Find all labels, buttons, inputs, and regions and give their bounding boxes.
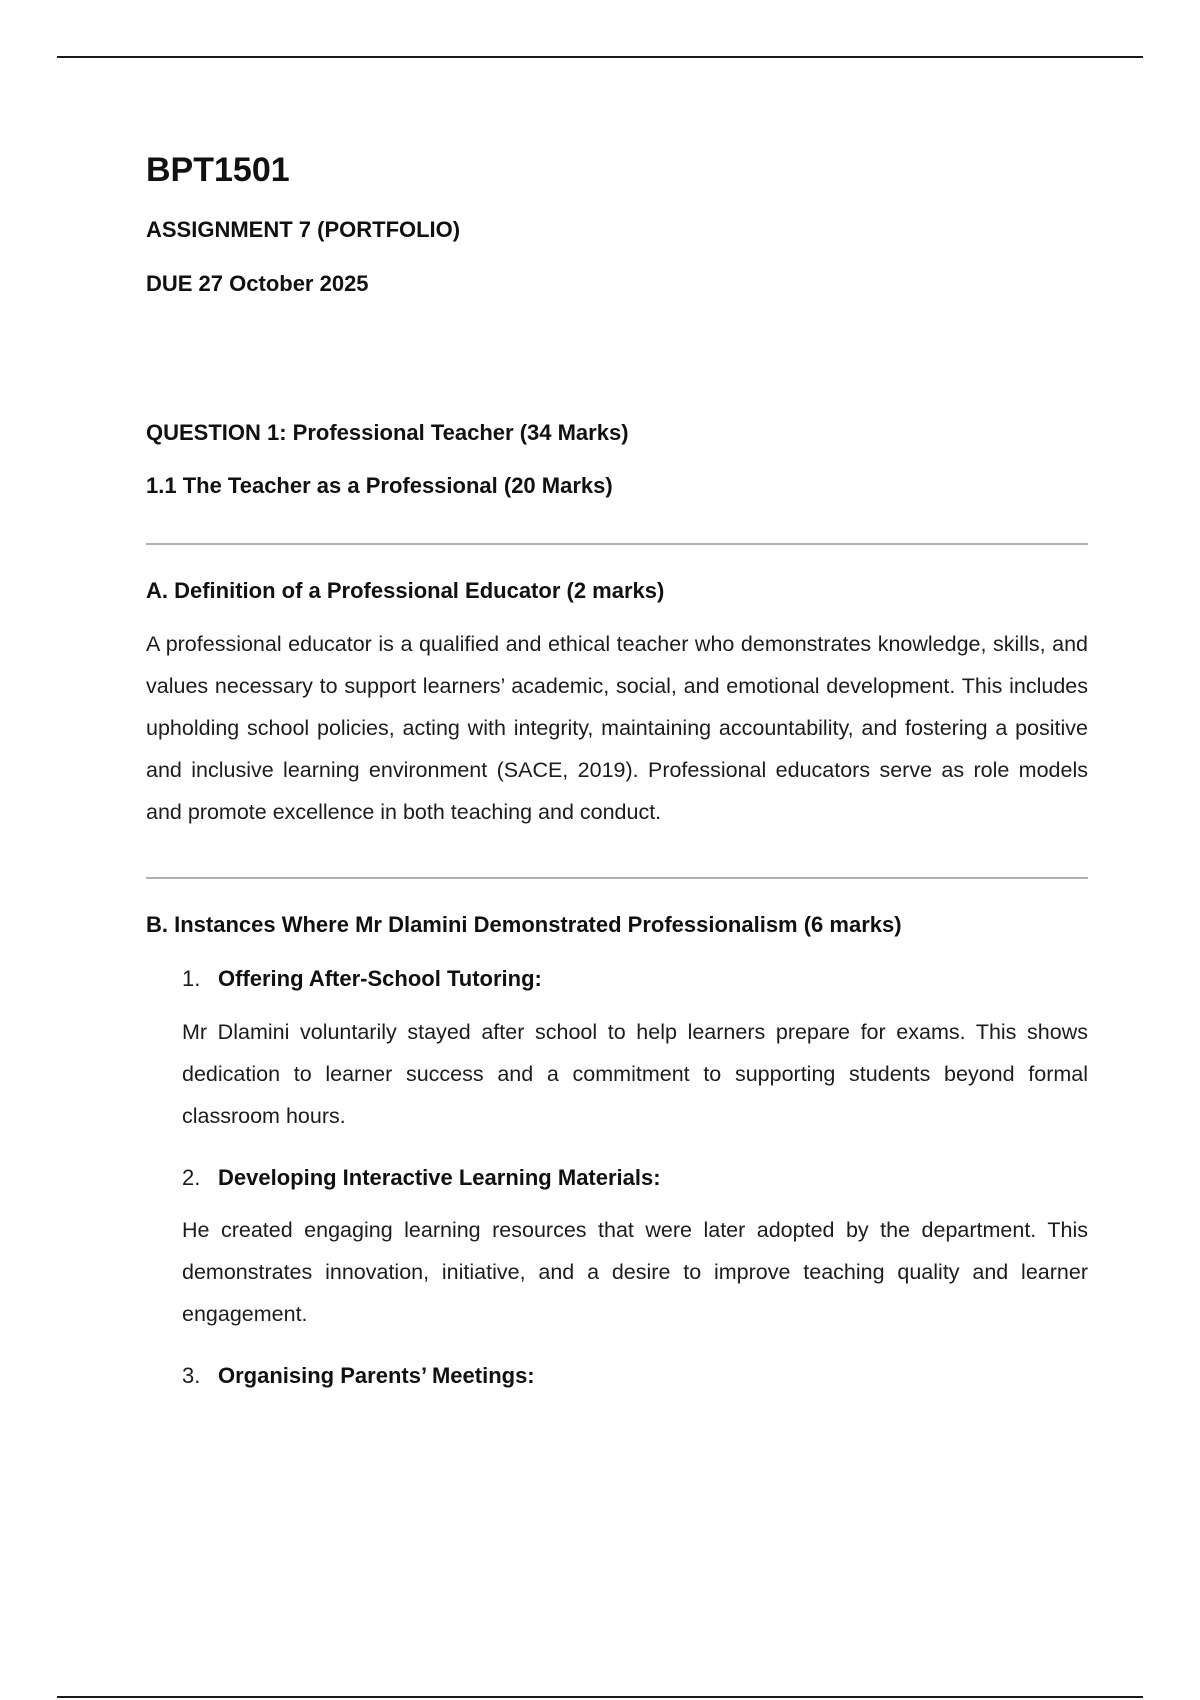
assignment-title: ASSIGNMENT 7 (PORTFOLIO) — [146, 216, 461, 242]
list-item-heading — [182, 1165, 1088, 1191]
section-divider — [146, 543, 1088, 545]
list-item — [146, 1363, 1088, 1389]
list-item-heading — [182, 1363, 1088, 1389]
list-item-title: Developing Interactive Learning Materials: — [218, 1164, 661, 1190]
page-top-rule — [57, 56, 1143, 58]
course-code: BPT1501 — [146, 151, 290, 189]
section-b-heading: B. Instances Where Mr Dlamini Demonstrated Professionalism (6 marks) — [146, 911, 902, 937]
list-item-body: Mr Dlamini voluntarily stayed after school to help learners prepare for exams. This shows dedication to learner success and a commitment to supporting students beyond formal classroom hours. — [182, 1019, 1088, 1128]
list-item-number: 2. — [182, 1164, 201, 1190]
list-item-title: Offering After-School Tutoring: — [218, 966, 542, 992]
list-item-number: 3. — [182, 1362, 201, 1388]
document-content — [146, 150, 1088, 1389]
question-title: QUESTION 1: Professional Teacher (34 Marks) — [146, 419, 629, 445]
section-a-heading: A. Definition of a Professional Educator (2 marks) — [146, 578, 665, 604]
list-item — [146, 966, 1088, 1136]
section-a-body: A professional educator is a qualified and ethical teacher who demonstrates knowledge, skills, and values necessary to support learners’ academic, social, and emotional development. This includes upholding school policies, acting with integrity, maintaining accountability, and fostering a positive and inclusive learning environment (SACE, 2019). Professional educators serve as role models and promote excellence in both teaching and conduct. — [146, 631, 1088, 824]
list-item — [146, 1165, 1088, 1335]
list-item-title: Organising Parents’ Meetings: — [218, 1362, 535, 1388]
list-item-heading — [182, 966, 1088, 992]
list-item-number: 1. — [182, 966, 201, 992]
subsection-title: 1.1 The Teacher as a Professional (20 Marks) — [146, 472, 613, 498]
instances-list — [146, 966, 1088, 1389]
due-date: DUE 27 October 2025 — [146, 271, 369, 297]
list-item-body: He created engaging learning resources that were later adopted by the department. This demonstrates innovation, initiative, and a desire to improve teaching quality and learner engagement. — [182, 1217, 1088, 1326]
page-bottom-rule — [57, 1696, 1143, 1698]
section-divider — [146, 877, 1088, 879]
